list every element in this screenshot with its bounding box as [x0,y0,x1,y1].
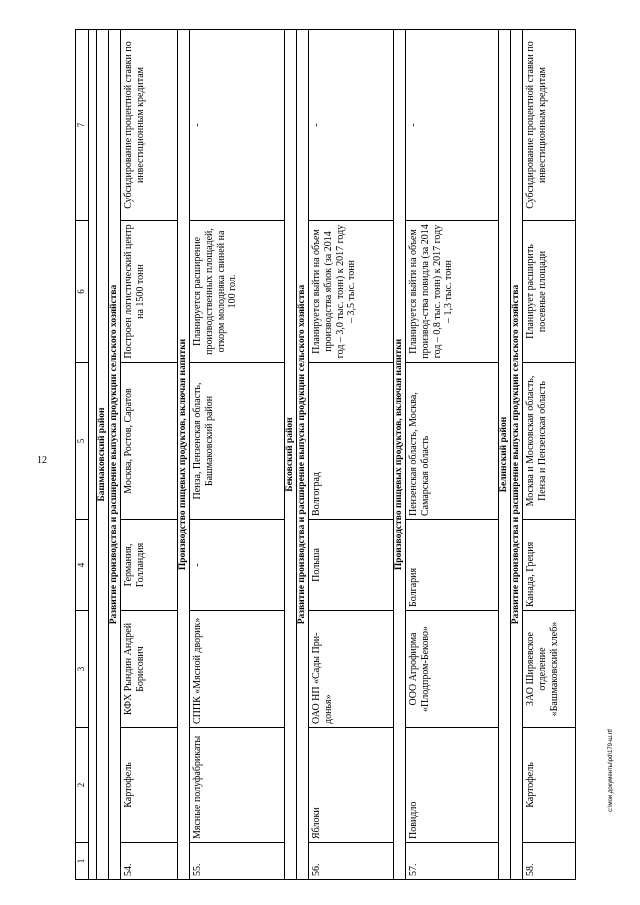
section-heading: Развитие производства и расширение выпуска продукции сельского хозяйства [109,30,121,880]
plans-cell: Планируется выйти на объем производ-ства повидла (за 2014 год – 0,8 тыс. тонн) к 2017 году – 1,3 тыс. тонн [406,221,499,363]
product-cell: Яблоки [309,728,394,843]
district-heading: Белинский район [499,30,511,880]
plans-cell: Построен логистический центр на 1500 тонн [121,221,178,363]
plans-cell: Планируется расширение производственных площадей, откорм молодняка свиней на 100 гол. [190,221,285,363]
section-row [394,30,406,880]
district-row [499,30,511,880]
row-number: 56. [309,843,394,880]
district-heading: Башмаковский район [97,30,109,880]
product-cell: Картофель [523,728,576,843]
column-number: 6 [76,221,89,363]
support-cell: - [190,30,285,221]
column-number: 1 [76,843,89,880]
producer-cell: СППК «Мясной дворик» [190,611,285,728]
table-row [406,30,499,880]
district-row [285,30,297,880]
regions-cell: Москва и Московская область, Пенза и Пензенская область [523,363,576,520]
regions-cell: Москва, Ростов, Саратов [121,363,178,520]
column-number-row [76,30,89,880]
spacer-row [89,30,97,880]
column-number: 7 [76,30,89,221]
export-cell: - [190,520,285,611]
column-number: 4 [76,520,89,611]
district-heading: Бековский район [285,30,297,880]
export-cell: Болгария [406,520,499,611]
producer-cell: ОАО НП «Сады При-донья» [309,611,394,728]
table-row [190,30,285,880]
section-heading: Развитие производства и расширение выпуска продукции сельского хозяйства [511,30,523,880]
section-row [178,30,190,880]
export-cell: Польша [309,520,394,611]
section-row [297,30,309,880]
product-cell: Картофель [121,728,178,843]
products-table [75,29,576,880]
row-number: 54. [121,843,178,880]
column-number: 3 [76,611,89,728]
column-number: 2 [76,728,89,843]
row-number: 55. [190,843,285,880]
producer-cell: ООО Агрофирма «Плодпром-Беково» [406,611,499,728]
producer-cell: КФХ Рындин Андрей Борисович [121,611,178,728]
section-heading: Производство пищевых продуктов, включая напитки [394,30,406,880]
export-cell: Германия, Голландия [121,520,178,611]
table-row [523,30,576,880]
support-cell: Субсидирование процентной ставки по инвестиционным кредитам [121,30,178,221]
plans-cell: Планирует расширить посевные площади [523,221,576,363]
support-cell: Субсидирование процентной ставки по инвестиционным кредитам [523,30,576,221]
regions-cell: Пенза, Пензенская область, Башмаковский район [190,363,285,520]
row-number: 58. [523,843,576,880]
table-row [121,30,178,880]
producer-cell: ЗАО Ширяевское отделение «Башмаковский хлеб» [523,611,576,728]
plans-cell: Планируется выйти на объем производства яблок (за 2014 год – 3,0 тыс. тонн) к 2017 году – 3,5 тыс. тонн [309,221,394,363]
section-heading: Производство пищевых продуктов, включая напитки [178,30,190,880]
row-number: 57. [406,843,499,880]
section-row [511,30,523,880]
regions-cell: Пензенская область, Москва, Самарская область [406,363,499,520]
table-row [309,30,394,880]
page-number: 12 [37,455,47,466]
section-heading: Развитие производства и расширение выпуска продукции сельского хозяйства [297,30,309,880]
regions-cell: Волгоград [309,363,394,520]
support-cell: - [406,30,499,221]
export-cell: Канада, Греция [523,520,576,611]
section-row [109,30,121,880]
file-path-footer: c:\мои документы\pd\179-ш.rtf [608,729,614,812]
product-cell: Повидло [406,728,499,843]
rotated-table-container [75,30,605,880]
district-row [97,30,109,880]
column-number: 5 [76,363,89,520]
support-cell: - [309,30,394,221]
product-cell: Мясные полуфабрикаты [190,728,285,843]
